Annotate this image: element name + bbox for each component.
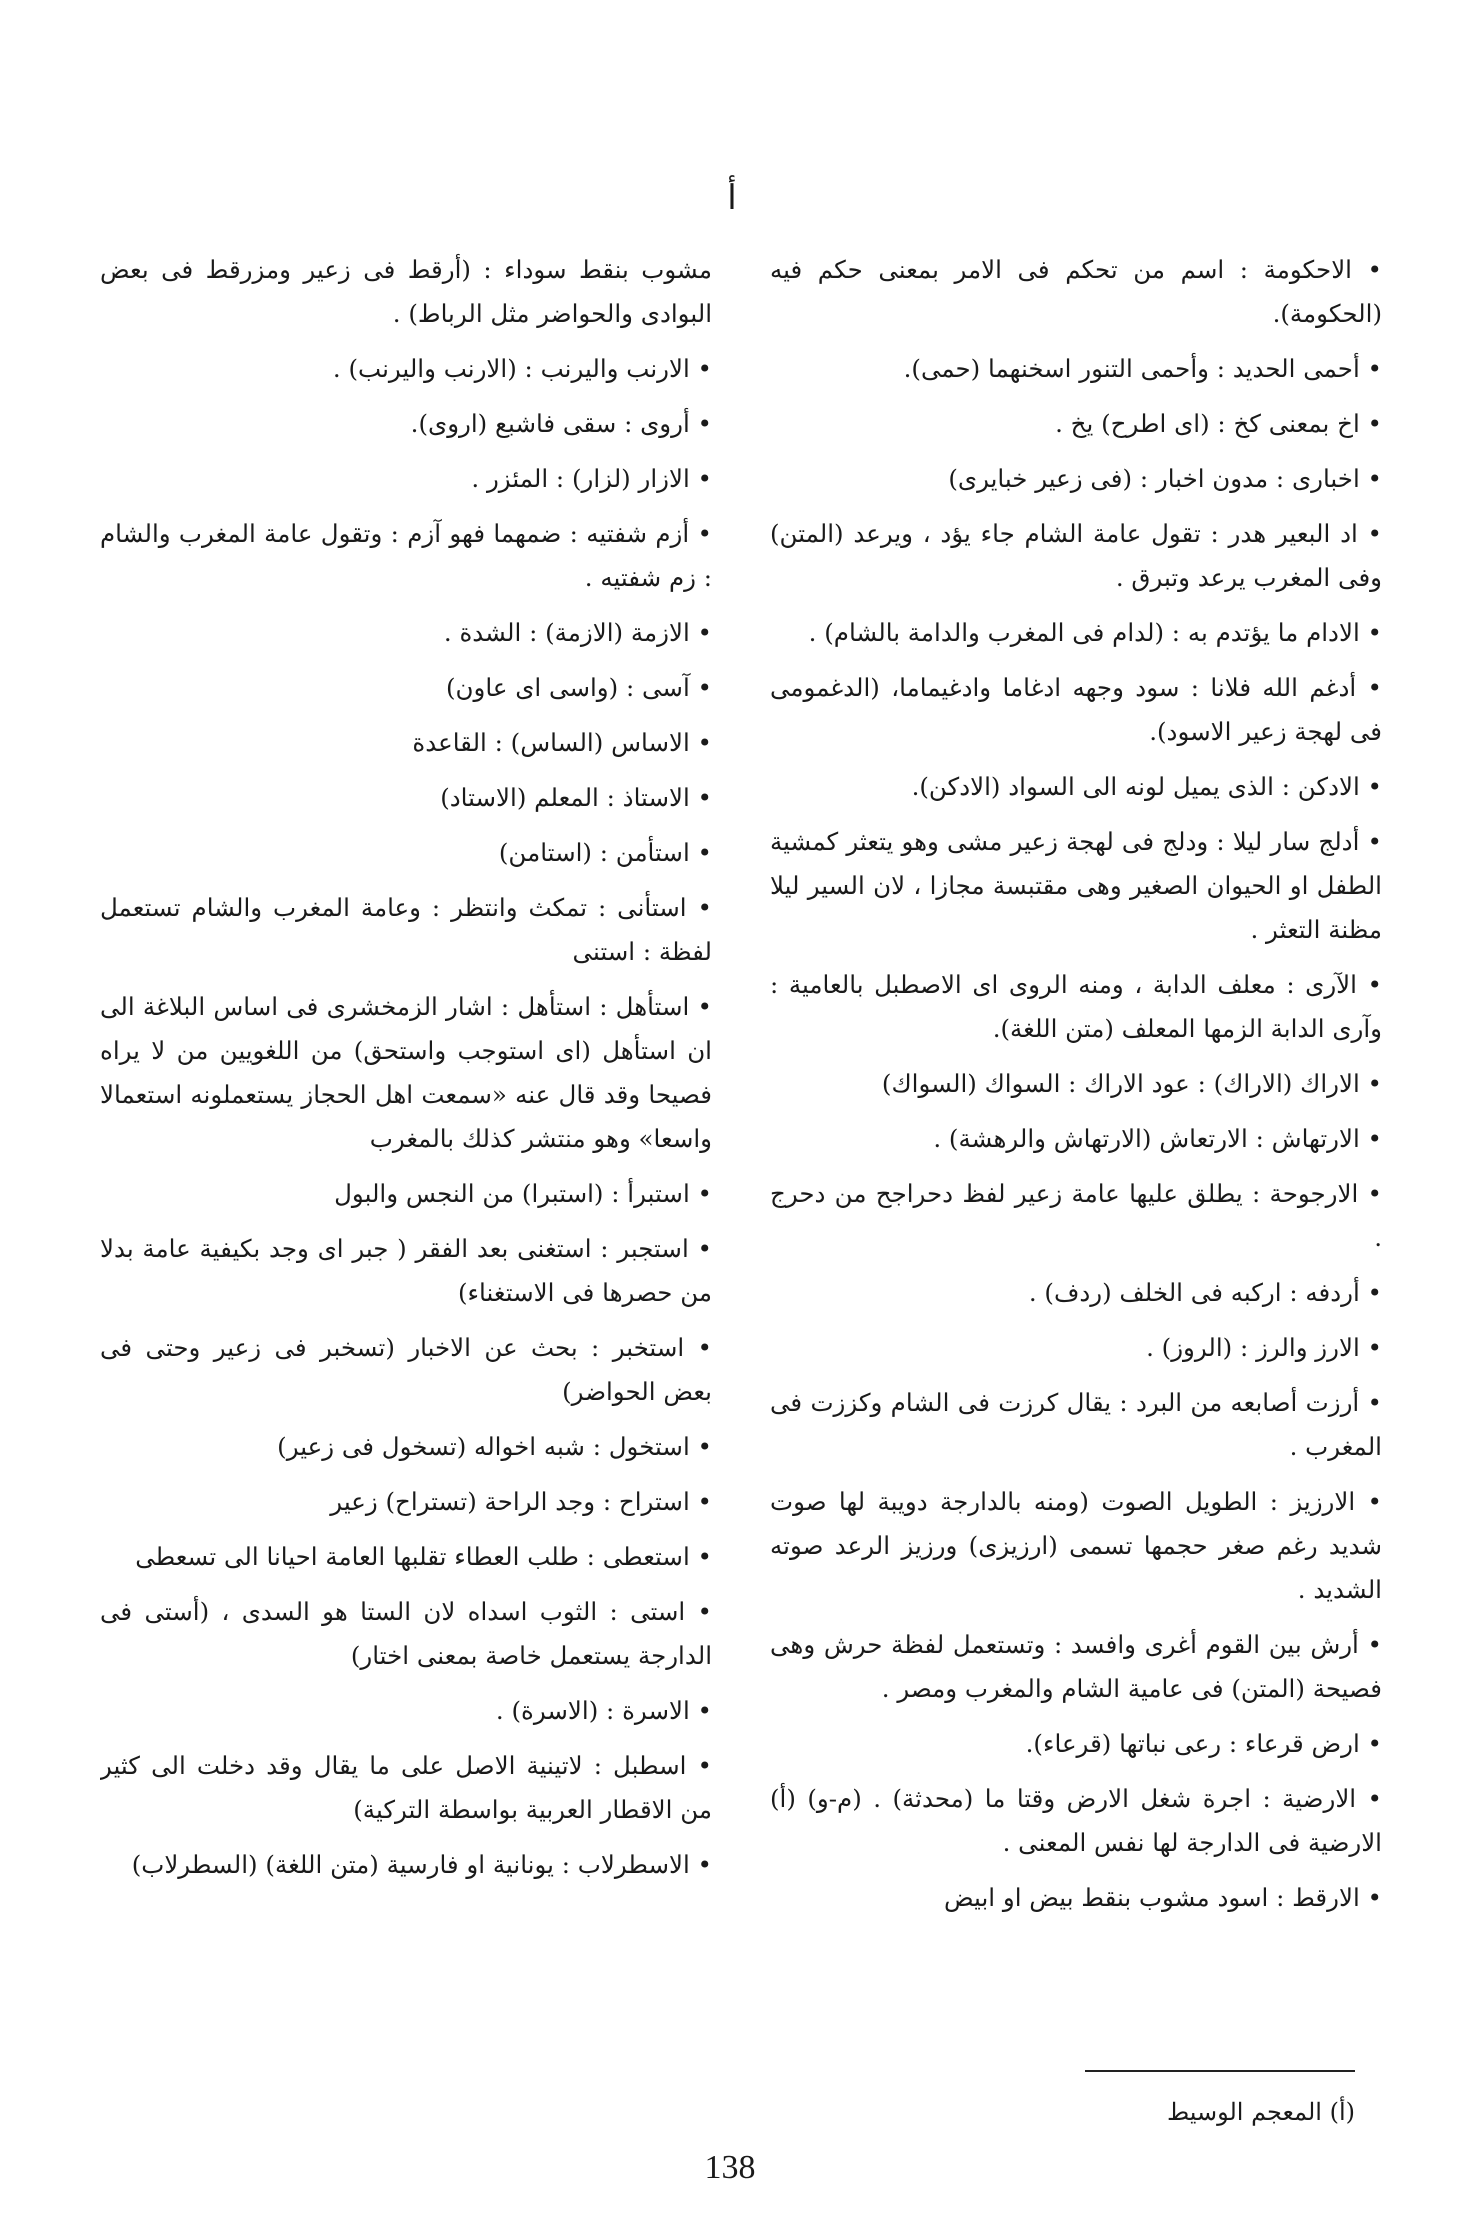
entry-alostath: • الاستاذ : المعلم (الاستاد) xyxy=(440,783,712,812)
entry-istanna: • استأنى : تمكث وانتظر : وعامة المغرب والشام تستعمل لفظة : استنى xyxy=(100,893,712,966)
entry-alusra: • الاسرة : (الاسرة) . xyxy=(495,1696,712,1725)
entry-alorjoha: • الارجوحة : يطلق عليها عامة زعير لفظ دحراجح من دحرج . xyxy=(770,1179,1382,1252)
entry-arazat: • أرزت أصابعه من البرد : يقال كرزت فى الشام وكززت فى المغرب . xyxy=(770,1388,1382,1461)
entry-istahal: • استأهل : استأهل : اشار الزمخشرى فى اساس البلاغة الى ان استأهل (اى استوجب واستحق) من اللغويين من لا يراه فصيحا وقد قال عنه «سمعت اهل الحجاز يستعملونه استعمالا واسعا» وهو منتشر كذلك بالمغرب xyxy=(100,992,712,1153)
entry-alarqat: • الارقط : اسود مشوب بنقط بيض او ابيض xyxy=(944,1883,1382,1912)
footnote: (أ) المعجم الوسيط xyxy=(1166,2098,1355,2126)
entry-istarah: • استراح : وجد الراحة (تستراح) زعير xyxy=(330,1487,712,1516)
entry-ardafahu: • أردفه : اركبه فى الخلف (ردف) . xyxy=(1028,1278,1382,1307)
entry-azam: • أزم شفتيه : ضمهما فهو آزم : وتقول عامة المغرب والشام : زم شفتيه . xyxy=(100,519,712,592)
page-header-letter: أ xyxy=(727,178,737,218)
entry-asa: • آسى : (واسى اى عاون) xyxy=(446,673,712,702)
right-column xyxy=(770,248,1382,2128)
entry-alarak: • الاراك (الاراك) : عود الاراك : السواك (السواك) xyxy=(881,1069,1382,1098)
entry-alarnab: • الارنب واليرنب : (الارنب واليرنب) . xyxy=(332,354,712,383)
entry-alartihash: • الارتهاش : الارتعاش (الارتهاش والرهشة) . xyxy=(933,1124,1382,1153)
entry-istajbar: • استجبر : استغنى بعد الفقر ( جبر اى وجد بكيفية عامة بدلا من حصرها فى الاستغناء) xyxy=(100,1234,712,1307)
entry-ahma: • أحمى الحديد : وأحمى التنور اسخنهما (حمى). xyxy=(903,354,1382,383)
footnote-divider xyxy=(1085,2070,1355,2072)
entry-akhbari: • اخبارى : مدون اخبار : (فى زعير خبايرى) xyxy=(948,464,1382,493)
entry-alazma: • الازمة (الازمة) : الشدة . xyxy=(443,618,712,647)
entry-alasas: • الاساس (الساس) : القاعدة xyxy=(412,728,712,757)
entry-ard-qaraa: • ارض قرعاء : رعى نباتها (قرعاء). xyxy=(1025,1729,1382,1758)
entry-istabra: • استبرأ : (استبرا) من النجس والبول xyxy=(334,1179,712,1208)
page-number: 138 xyxy=(704,2149,756,2186)
entry-istaman: • استأمن : (استامن) xyxy=(498,838,712,867)
entry-istaata: • استعطى : طلب العطاء تقلبها العامة احيانا الى تسعطى xyxy=(135,1542,712,1571)
entry-alahkoma: • الاحكومة : اسم من تحكم فى الامر بمعنى حكم فيه (الحكومة). xyxy=(770,255,1382,328)
entry-aladam: • الادام ما يؤتدم به : (لدام فى المغرب والدامة بالشام) . xyxy=(808,618,1382,647)
entry-istakhwal: • استخول : شبه اخواله (تسخول فى زعير) xyxy=(277,1432,712,1461)
entry-continuation-arqat: مشوب بنقط سوداء : (أرقط فى زعير ومزرقط فى بعض البوادى والحواضر مثل الرباط) . xyxy=(100,255,712,328)
entry-alari: • الآرى : معلف الدابة ، ومنه الروى اى الاصطبل بالعامية : وآرى الدابة الزمها المعلف (متن اللغة). xyxy=(770,970,1382,1043)
entry-akh: • اخ بمعنى كخ : (اى اطرح) يخ . xyxy=(1055,409,1382,438)
entry-ad-albaeer: • اد البعير هدر : تقول عامة الشام جاء يؤد ، ويرعد (المتن) وفى المغرب يرعد وتبرق . xyxy=(770,519,1382,592)
entry-adgham: • أدغم الله فلانا : سود وجهه ادغاما وادغيماما، (الدغمومى فى لهجة زعير الاسود). xyxy=(770,673,1382,746)
entry-alizar: • الازار (لزار) : المئزر . xyxy=(471,464,712,493)
entry-alastrolab: • الاسطرلاب : يونانية او فارسية (متن اللغة) (السطرلاب) xyxy=(131,1850,712,1879)
left-column xyxy=(100,248,712,2128)
entry-alardiya: • الارضية : اجرة شغل الارض وقتا ما (محدثة) . (م-و) (أ) الارضية فى الدارجة لها نفس المعنى . xyxy=(770,1784,1382,1857)
entry-alirzeez: • الارزيز : الطويل الصوت (ومنه بالدارجة دويبة لها صوت شديد رغم صغر حجمها تسمى (ارزيزى) ورزيز الرعد صوته الشديد . xyxy=(770,1487,1382,1604)
entry-arash: • أرش بين القوم أغرى وافسد : وتستعمل لفظة حرش وهى فصيحة (المتن) فى عامية الشام والمغرب ومصر . xyxy=(770,1630,1382,1703)
entry-arwa: • أروى : سقى فاشبع (اروى). xyxy=(410,409,712,438)
entry-adlaj: • أدلج سار ليلا : ودلج فى لهجة زعير مشى وهو يتعثر كمشية الطفل او الحيوان الصغير وهى مقتبسة مجازا ، لان السير ليلا مظنة التعثر . xyxy=(770,827,1382,944)
entry-istakhbar: • استخبر : بحث عن الاخبار (تسخبر فى زعير وحتى فى بعض الحواضر) xyxy=(100,1333,712,1406)
entry-istabl: • اسطبل : لاتينية الاصل على ما يقال وقد دخلت الى كثير من الاقطار العربية بواسطة التركية) xyxy=(100,1751,712,1824)
entry-alaroz: • الارز والرز : (الروز) . xyxy=(1146,1333,1382,1362)
entry-asta: • استى : الثوب اسداه لان الستا هو السدى ، (أستى فى الدارجة يستعمل خاصة بمعنى اختار) xyxy=(100,1597,712,1670)
entry-aladkan: • الادكن : الذى يميل لونه الى السواد (الادكن). xyxy=(911,772,1382,801)
